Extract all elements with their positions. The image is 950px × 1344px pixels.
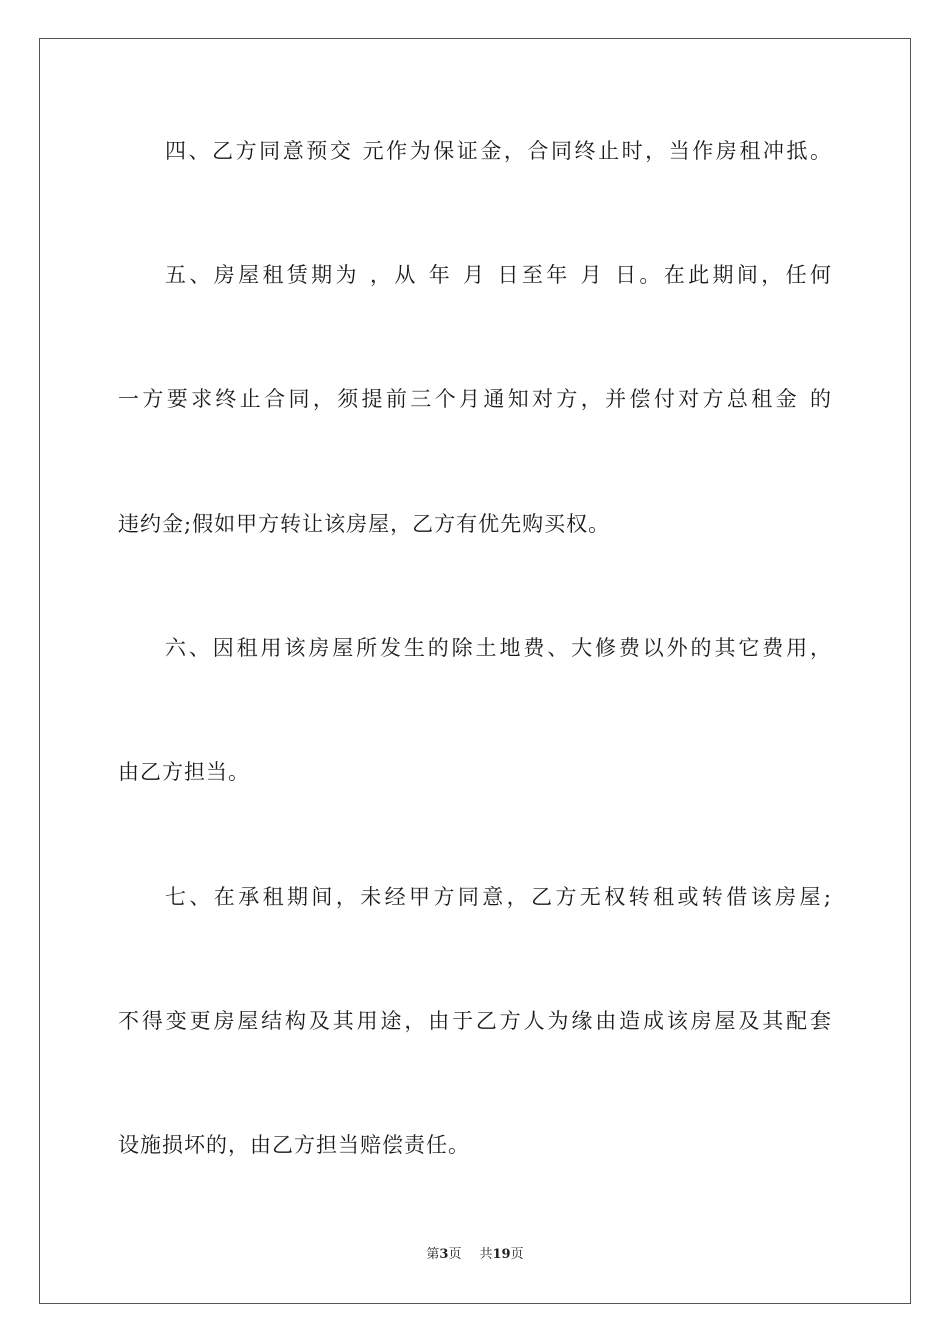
page-suffix: 页: [448, 1247, 462, 1262]
page-prefix: 第: [426, 1247, 440, 1262]
current-page-number: 3: [439, 1247, 449, 1262]
paragraph-line-1: 四、乙方同意预交 元作为保证金，合同终止时，当作房租冲抵。: [165, 139, 832, 163]
total-prefix: 共: [479, 1247, 493, 1262]
paragraph-line-2: 五、房屋租赁期为 ，从 年 月 日至年 月 日。在此期间，任何: [165, 263, 832, 287]
paragraph-line-6: 由乙方担当。: [118, 760, 250, 784]
paragraph-line-8: 不得变更房屋结构及其用途，由于乙方人为缘由造成该房屋及其配套: [118, 1009, 832, 1033]
paragraph-line-7: 七、在承租期间，未经甲方同意，乙方无权转租或转借该房屋;: [165, 885, 832, 909]
paragraph-line-5: 六、因租用该房屋所发生的除土地费、大修费以外的其它费用，: [165, 636, 832, 660]
paragraph-line-3: 一方要求终止合同，须提前三个月通知对方，并偿付对方总租金 的: [118, 387, 832, 411]
total-page-count: 19: [492, 1247, 511, 1262]
paragraph-line-9: 设施损坏的，由乙方担当赔偿责任。: [118, 1133, 470, 1157]
total-suffix: 页: [510, 1247, 524, 1262]
paragraph-line-4: 违约金;假如甲方转让该房屋，乙方有优先购买权。: [118, 512, 611, 536]
page-footer: [0, 1246, 950, 1264]
page-frame: [39, 38, 911, 1304]
